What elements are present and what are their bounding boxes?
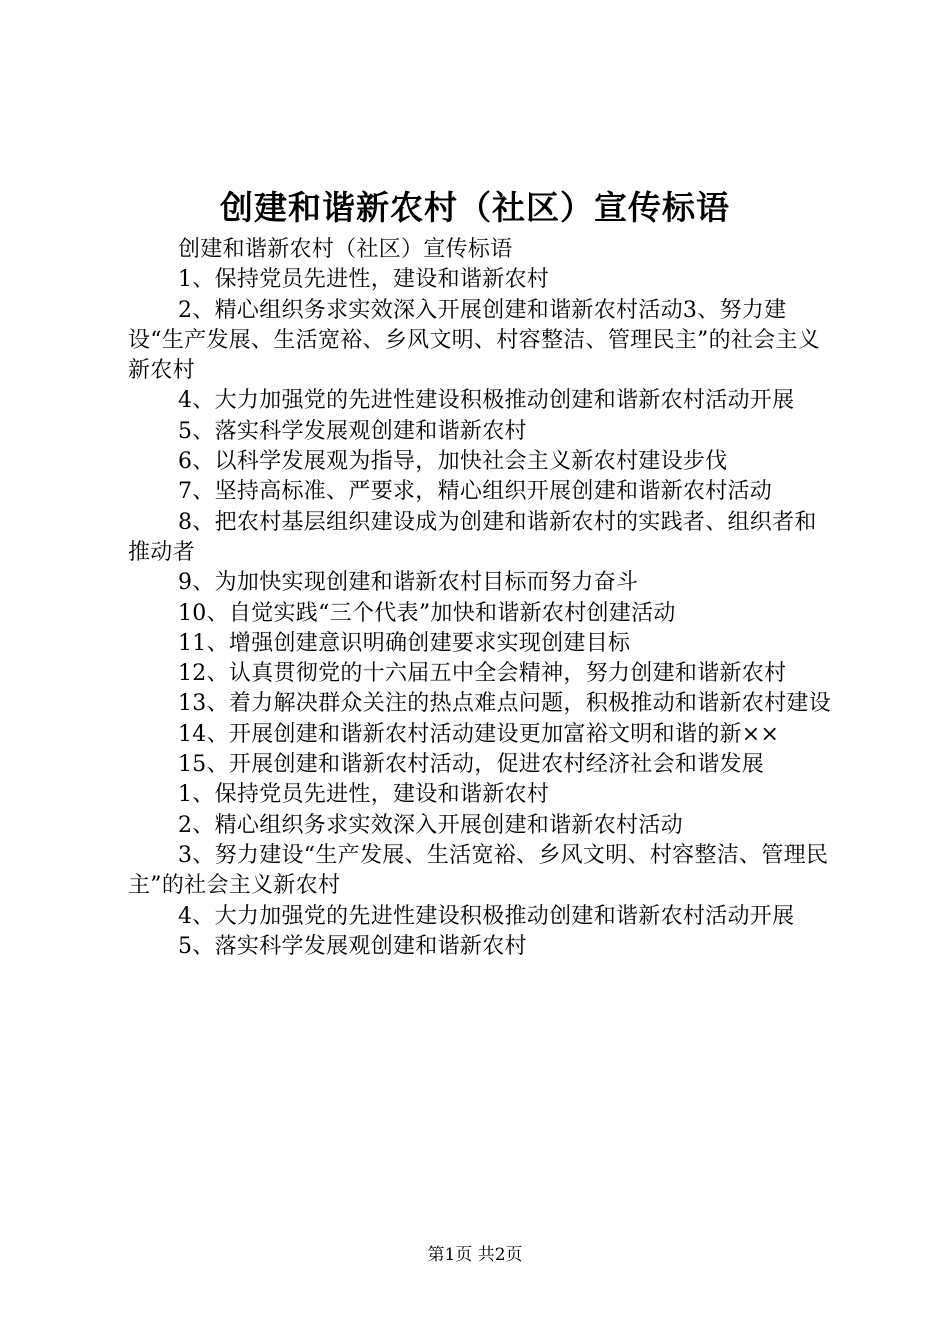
slogan-item: 12、认真贯彻党的十六届五中全会精神，努力创建和谐新农村 bbox=[178, 661, 787, 687]
slogan-item: 13、着力解决群众关注的热点难点问题，积极推动和谐新农村建设 bbox=[178, 691, 831, 717]
document-title: 创建和谐新农村（社区）宣传标语 bbox=[220, 188, 730, 227]
slogan-item: 5、落实科学发展观创建和谐新农村 bbox=[178, 418, 527, 444]
slogan-item: 1、保持党员先进性，建设和谐新农村 bbox=[178, 782, 550, 808]
slogan-item: 9、为加快实现创建和谐新农村目标而努力奋斗 bbox=[178, 570, 639, 596]
slogan-item: 4、大力加强党的先进性建设积极推动创建和谐新农村活动开展 bbox=[178, 903, 795, 929]
paragraph-subtitle: 创建和谐新农村（社区）宣传标语 bbox=[178, 237, 513, 262]
slogan-item: 3、努力建设“生产发展、生活宽裕、乡风文明、村容整洁、管理民主”的社会主义新农村 bbox=[128, 842, 829, 899]
slogan-item: 11、增强创建意识明确创建要求实现创建目标 bbox=[178, 630, 631, 656]
document-body bbox=[128, 235, 836, 962]
slogan-item: 4、大力加强党的先进性建设积极推动创建和谐新农村活动开展 bbox=[178, 388, 795, 414]
slogan-item: 2、精心组织务求实效深入开展创建和谐新农村活动3、努力建设“生产发展、生活宽裕、乡风文明、村容整洁、管理民主”的社会主义新农村 bbox=[128, 297, 821, 384]
slogan-item: 15、开展创建和谐新农村活动，促进农村经济社会和谐发展 bbox=[178, 752, 765, 778]
slogan-item: 5、落实科学发展观创建和谐新农村 bbox=[178, 933, 527, 959]
slogan-item: 10、自觉实践“三个代表”加快和谐新农村创建活动 bbox=[178, 600, 676, 626]
slogan-item: 1、保持党员先进性，建设和谐新农村 bbox=[178, 267, 550, 293]
slogan-item: 6、以科学发展观为指导，加快社会主义新农村建设步伐 bbox=[178, 449, 728, 475]
slogan-item: 7、坚持高标准、严要求，精心组织开展创建和谐新农村活动 bbox=[178, 479, 773, 505]
slogan-item: 14、开展创建和谐新农村活动建设更加富裕文明和谐的新×× bbox=[178, 721, 780, 747]
slogan-item: 8、把农村基层组织建设成为创建和谐新农村的实践者、组织者和推动者 bbox=[128, 509, 817, 565]
page-footer: 第1页 共2页 bbox=[427, 1245, 523, 1265]
slogan-item: 2、精心组织务求实效深入开展创建和谐新农村活动 bbox=[178, 812, 683, 838]
